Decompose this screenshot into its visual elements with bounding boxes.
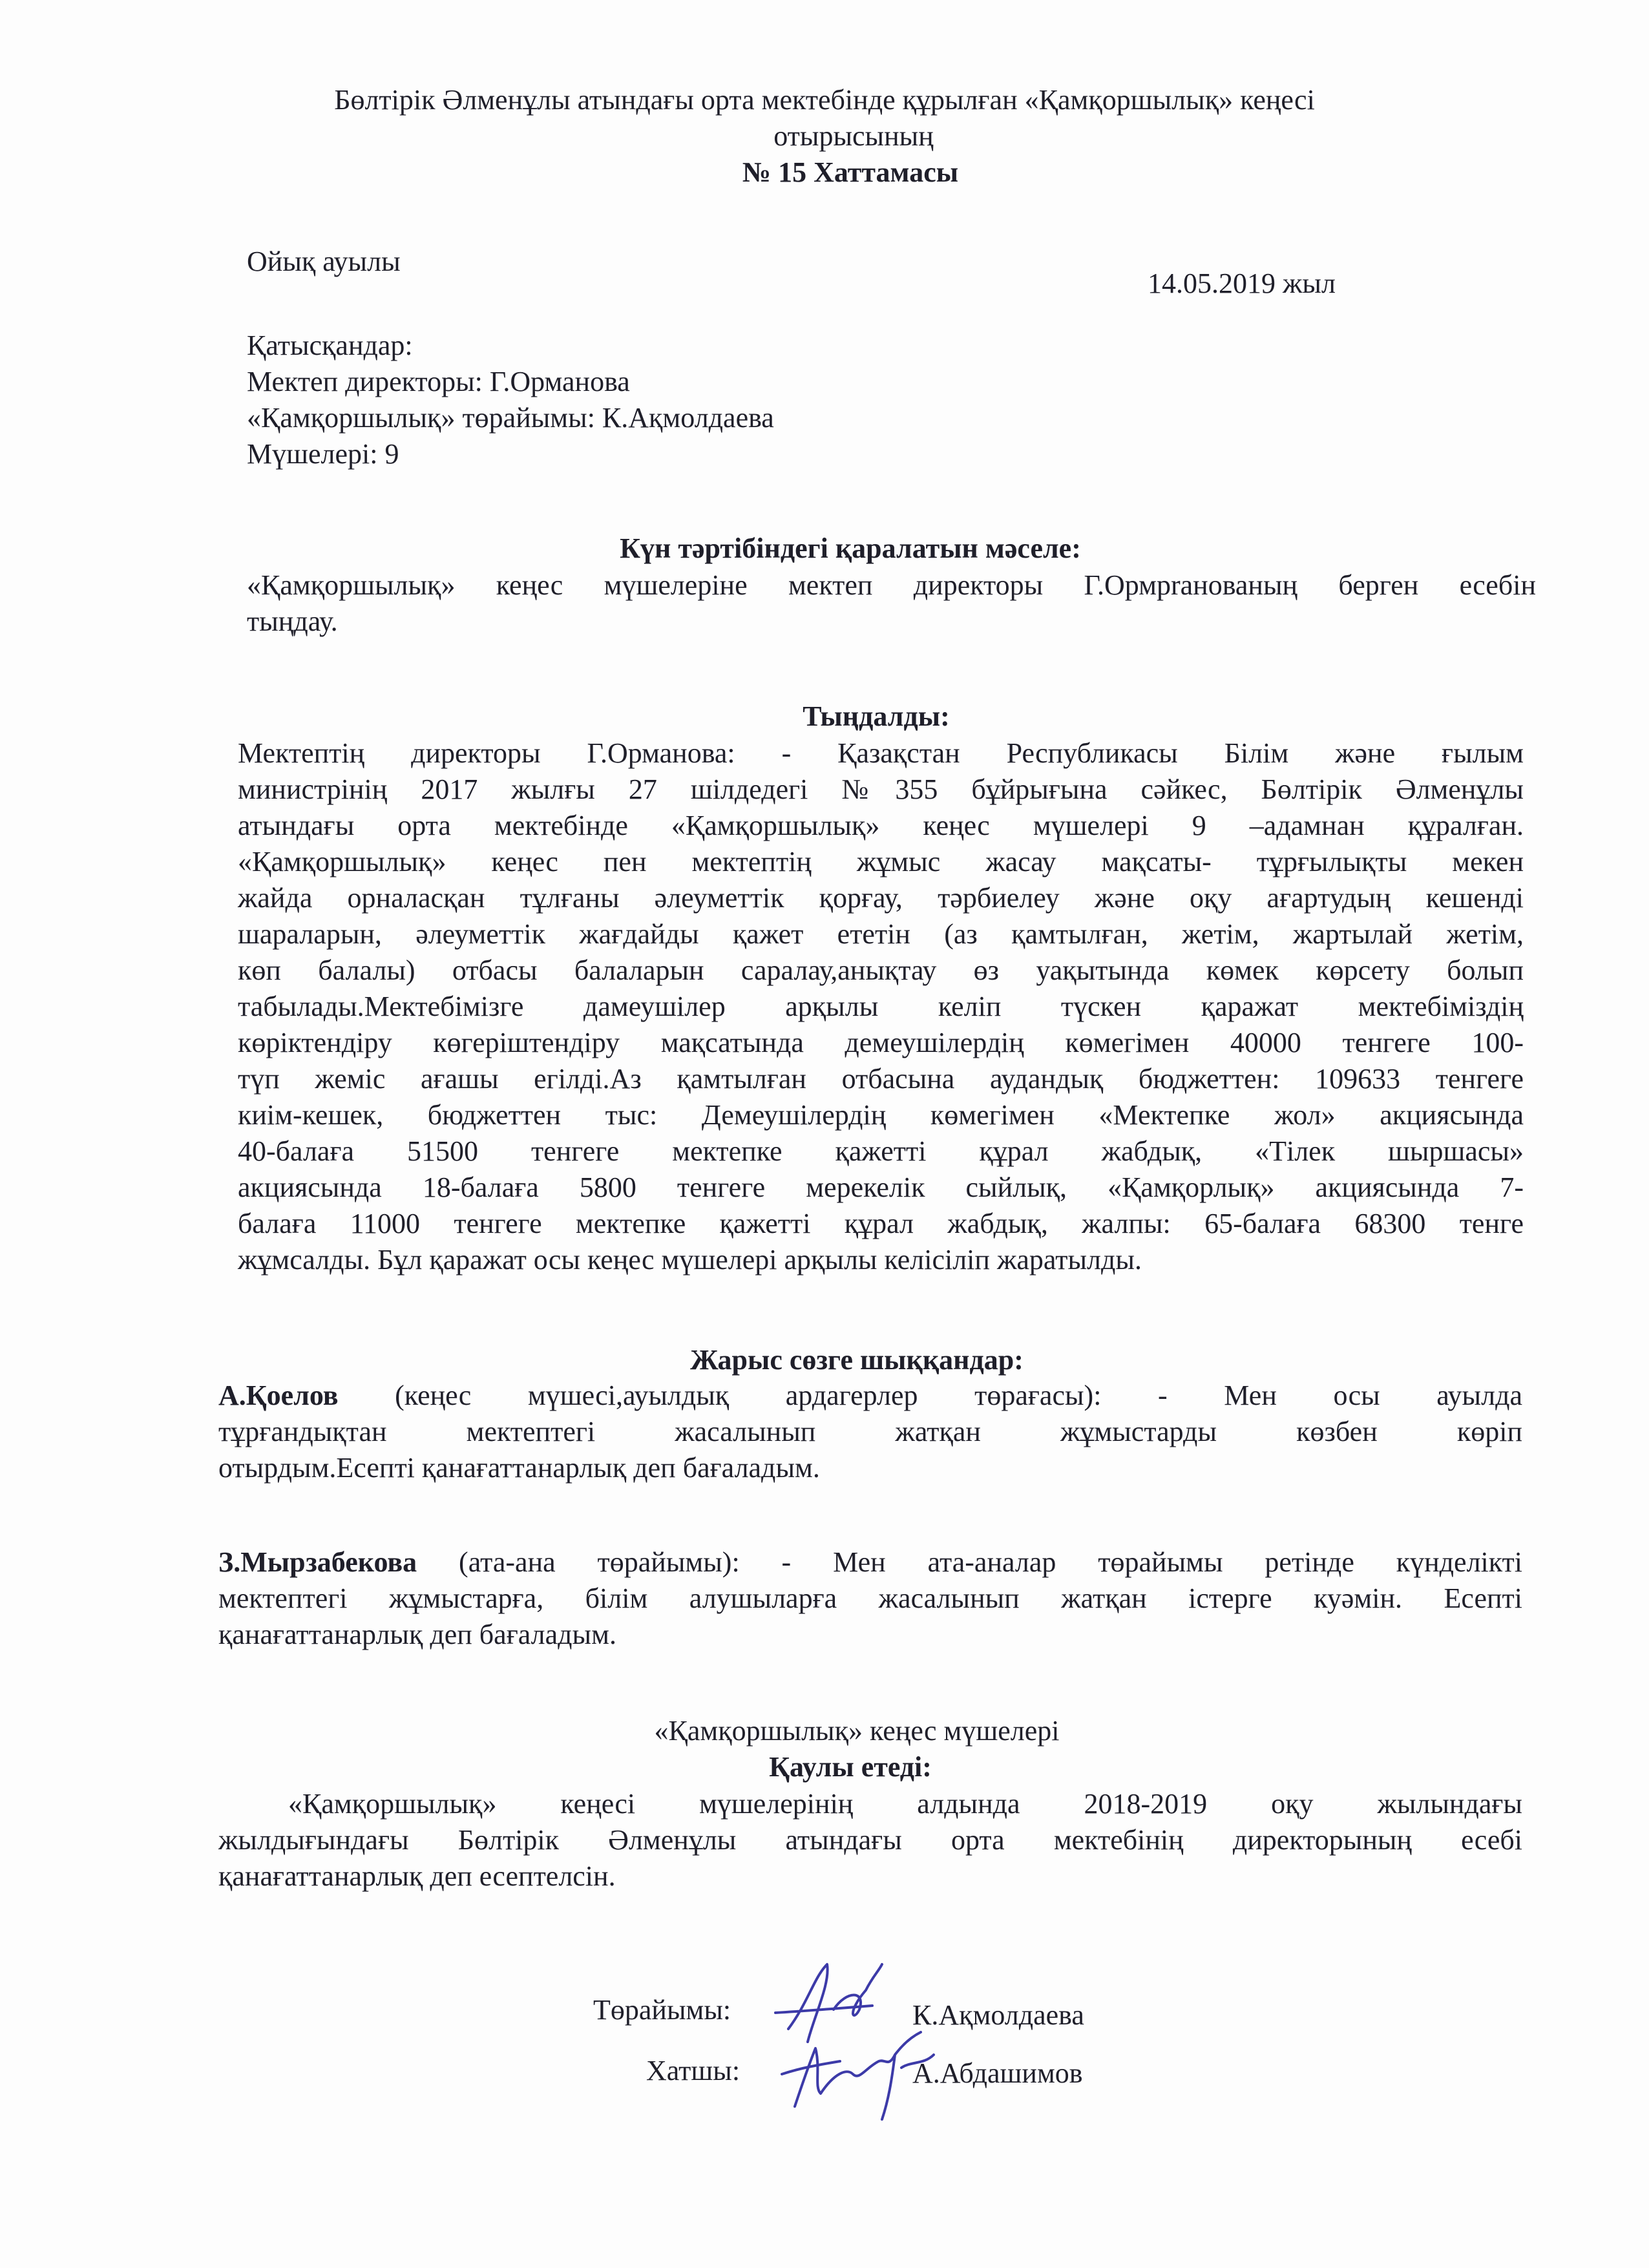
speaker2-line: қанағаттанарлық деп бағаладым.: [218, 1619, 616, 1650]
speaker1-line: отырдым.Есепті қанағаттанарлық деп бағаладым.: [218, 1452, 820, 1484]
chair-name: К.Ақмолдаева: [912, 1999, 1084, 2031]
heard-text: [238, 735, 1524, 1278]
heard-line: балаға 11000 тенгеге мектепке қажетті құрал жабдық, жалпы: 65-балаға 68300 тенге: [238, 1208, 1524, 1239]
attendees-chair: «Қамқоршылық» төрайымы: К.Ақмолдаева: [247, 402, 774, 434]
heard-line: киім-кешек, бюджеттен тыс: Демеушілердің көмегімен «Мектепке жол» акциясында: [238, 1099, 1524, 1131]
heard-line: «Қамқоршылық» кеңес пен мектептің жұмыс жасау мақсаты- тұрғылықты мекен: [238, 846, 1524, 877]
heard-line: атындағы орта мектебінде «Қамқоршылық» кеңес мүшелері 9 –адамнан құралған.: [238, 810, 1524, 841]
attendees-heading: Қатысқандар:: [247, 330, 413, 361]
heard-line: акциясында 18-балаға 5800 тенгеге мерекелік сыйлық, «Қамқорлық» акциясында 7-: [238, 1171, 1524, 1203]
heard-line: жайда орналасқан тұлғаны әлеуметтік қорғау, тәрбиелеу және оқу ағартудың кешенді: [238, 882, 1524, 914]
resolution-text: [218, 1786, 1522, 1895]
heard-line: шараларын, әлеуметтік жағдайды қажет ететін (аз қамтылған, жетім, жартылай жетім,: [238, 918, 1524, 950]
heard-line: Мектептің директоры Г.Орманова: - Қазақстан Республикасы Білім және ғылым: [238, 737, 1524, 769]
speaker1-line: [218, 1378, 1522, 1414]
document-number: № 15 Хаттамасы: [742, 156, 959, 188]
date: 14.05.2019 жыл: [1148, 268, 1336, 299]
heard-line: табылады.Мектебімізге дамеушілер арқылы келіп түскен қаражат мектебіміздің: [238, 991, 1524, 1022]
agenda-text: [247, 567, 1536, 640]
heard-line: жұмсалды. Бұл қаражат осы кеңес мүшелері арқылы келісіліп жаратылды.: [238, 1244, 1142, 1276]
agenda-line: тыңдау.: [247, 605, 338, 637]
attendees-director: Мектеп директоры: Г.Орманова: [247, 366, 630, 397]
heard-line: түп жеміс ағашы егілді.Аз қамтылған отбасына аудандық бюджеттен: 109633 тенгеге: [238, 1063, 1524, 1095]
speaker1-text: [218, 1378, 1522, 1486]
agenda-heading: Күн тәртібіндегі қаралатын мәселе:: [620, 532, 1081, 564]
heard-heading: Тыңдалды:: [803, 700, 950, 732]
attendees-members: Мүшелері: 9: [247, 438, 399, 470]
speaker2-name: З.Мырзабекова: [218, 1546, 417, 1578]
speaker2-text: [218, 1544, 1522, 1653]
heard-line: 40-балаға 51500 тенгеге мектепке қажетті құрал жабдық, «Тілек шыршасы»: [238, 1135, 1524, 1167]
resolution-heading: Қаулы етеді:: [769, 1751, 932, 1783]
document-title-line2: отырысының: [773, 120, 934, 152]
speaker1-line: тұрғандықтан мектептегі жасалынып жатқан жұмыстарды көзбен көріп: [218, 1416, 1522, 1447]
heard-line: көп балалы) отбасы балаларын саралау,анықтау өз уақытында көмек көрсету болып: [238, 954, 1524, 986]
place: Ойық ауылы: [247, 246, 401, 277]
heard-line: көріктендіру көгеріштендіру мақсатында демеушілердің көмегімен 40000 тенгеге 100-: [238, 1027, 1524, 1058]
heard-line: министрінің 2017 жылғы 27 шілдедегі №355 бұйрығына сәйкес, Бөлтірік Әлменұлы: [238, 773, 1524, 805]
resolution-intro: «Қамқоршылық» кеңес мүшелері: [654, 1715, 1060, 1747]
speaker2-line: [218, 1544, 1522, 1580]
speaker2-role: (ата-ана төрайымы): - Мен ата-аналар төрайымы ретінде күнделікті: [417, 1546, 1522, 1578]
agenda-line: «Қамқоршылық» кеңес мүшелеріне мектеп директоры Г.Ормpraнованың берген есебін: [247, 569, 1536, 601]
resolution-line: қанағаттанарлық деп есептелсін.: [218, 1860, 616, 1892]
speakers-heading: Жарыс сөзге шыққандар:: [690, 1344, 1024, 1376]
speaker2-line: мектептегі жұмыстарға, білім алушыларға жасалынып жатқан істерге куәмін. Есепті: [218, 1582, 1522, 1614]
chair-label: Төрайымы:: [593, 1994, 731, 2026]
secretary-name: А.Абдашимов: [912, 2057, 1083, 2089]
speaker1-name: А.Қоелов: [218, 1380, 339, 1411]
document-title-line1: Бөлтірік Әлменұлы атындағы орта мектебінде құрылған «Қамқоршылық» кеңесі: [334, 84, 1315, 116]
secretary-label: Хатшы:: [646, 2055, 740, 2086]
resolution-line: жылдығындағы Бөлтірік Әлменұлы атындағы орта мектебінің директорының есебі: [218, 1824, 1522, 1856]
resolution-line: «Қамқоршылық» кеңесі мүшелерінің алдында 2018-2019 оқу жылындағы: [288, 1788, 1522, 1820]
speaker1-role: (кеңес мүшесі,ауылдық ардагерлер төрағасы): - Мен осы ауылда: [338, 1380, 1522, 1411]
